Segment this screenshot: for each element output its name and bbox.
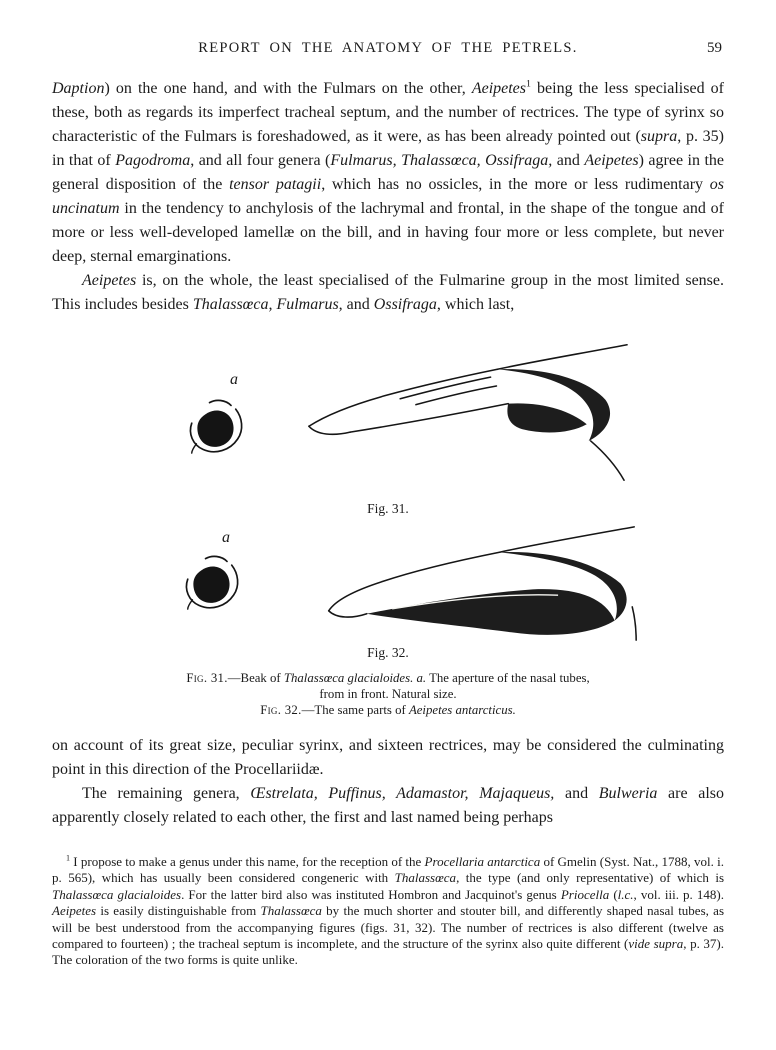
fig32-caption: Fig. 32. [367,645,409,660]
figure-31-canvas [52,331,724,497]
body-paragraph-4: The remaining genera, Œstrelata, Puffinus, Adamastor, Majaqueus, and Bulweria are also apparently closely related to each other, the first and last named being perhaps [52,785,725,826]
figure-legend-line-2: from in front. Natural size. [319,687,457,701]
fig32-beak-icon [322,521,638,643]
figure-31 [52,331,724,517]
fig31-nasal-aperture-icon [184,397,250,455]
running-header [52,40,724,57]
figure-32 [52,525,724,661]
fig32-pointer-label: a [222,529,230,546]
body-paragraph-3: on account of its great size, peculiar syrinx, and sixteen rectrices, may be considered the culminating point in this direction of the Procellariidæ. [52,737,724,778]
fig31-caption: Fig. 31. [367,501,409,516]
fig32-nasal-aperture-icon [180,553,246,611]
fig31-pointer-label: a [230,371,238,388]
body-paragraph-2: Aeipetes is, on the whole, the least specialised of the Fulmarine group in the most limited sense. This includes besides Thalassœca, Fulmarus, and Ossifraga, which last, [52,272,724,313]
figure-legend-line-1: Fig. 31.—Beak of Thalassœca glacialoides. a. The aperture of the nasal tubes, [186,671,590,685]
footnote-text: $^1$ I propose to make a genus under this name, for the reception of the Procellaria antarctica of Gmelin (Syst. Nat., 1788, vol. i. p. 565), which has usually been considered congeneric with Thalassœca, the type (and only representative) of which is Thalassœca glacialoides. For the latter bird also was instituted Hombron and Jacquinot's genus Priocella (l.c., vol. iii. p. 148). Aeipetes is easily distinguishable from Thalassœca by the much shorter and stouter bill, and differently shaped nasal tubes, as will be best understood from the accompanying figures (figs. 31, 32). The number of rectrices is also different (twelve as compared to fourteen) ; the tracheal septum is incomplete, and the structure of the syrinx also quite different (vide supra, p. 37). The coloration of the two forms is quite unlike. [52,853,725,968]
fig31-beak-icon [304,331,628,493]
figure-32-canvas [52,525,724,641]
running-header-title: REPORT ON THE ANATOMY OF THE PETRELS. [198,40,578,56]
figure-legend-line-3: Fig. 32.—The same parts of Aeipetes antarcticus. [260,703,516,717]
page-number: 59 [707,40,722,56]
footnote-1 [52,854,724,969]
body-paragraph-1: Daption) on the one hand, and with the Fulmars on the other, Aeipetes$^1$ being the less specialised of these, both as regards its imperfect tracheal septum, and the number of rectrices. The type of syrinx so characteristic of the Fulmars is foreshadowed, as it were, as has been already pointed out (supra, p. 35) in that of Pagodroma, and all four genera (Fulmarus, Thalassœca, Ossifraga, and Aeipetes) agree in the general disposition of the tensor patagii, which has no ossicles, in the more or less rudimentary os uncinatum in the tendency to anchylosis of the lachrymal and frontal, in the shape of the tongue and of more or less well-developed lamellæ on the bill, and in having four more or less complete, but never deep, sternal emarginations. [52,78,725,265]
figure-legend [52,670,724,718]
